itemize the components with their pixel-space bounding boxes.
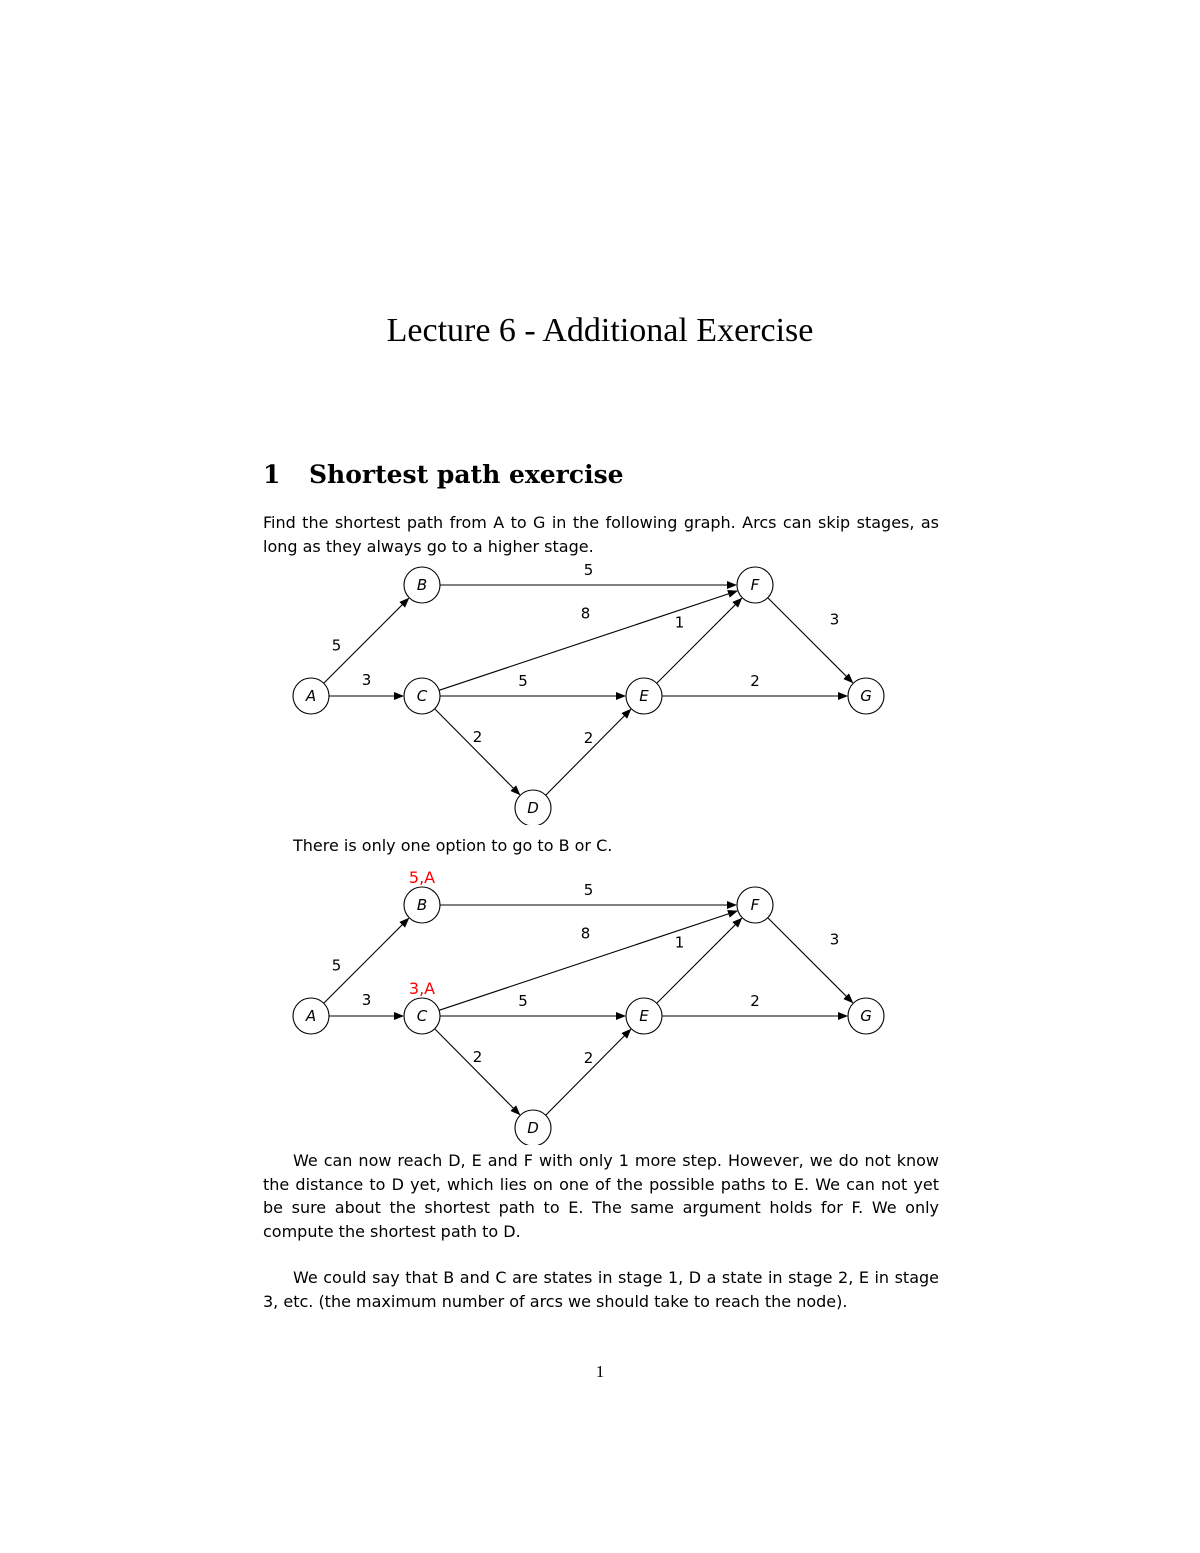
- edge-weight-c-e: 5: [518, 992, 528, 1010]
- paragraph-reach-def: We can now reach D, E and F with only 1 more step. However, we do not know the distance to D yet, which lies on one of the possible paths to E. We can not yet be sure about the shortest path to E. The same argument holds for F. We only compute the shortest path to D.: [263, 1151, 939, 1241]
- edge-weight-f-g: 3: [829, 930, 840, 949]
- edge-weight-b-f: 5: [583, 881, 594, 899]
- edge-weight-a-b: 5: [331, 636, 342, 655]
- paragraph-stages: We could say that B and C are states in stage 1, D a state in stage 2, E in stage 3, etc. (the maximum number of arcs we should take to reach the node).: [263, 1268, 939, 1311]
- node-d: [515, 790, 551, 825]
- node-label-e: E: [639, 687, 649, 705]
- edge-weight-a-b: 5: [331, 956, 342, 975]
- node-c: [404, 678, 440, 714]
- edge-weight-a-c: 3: [361, 991, 372, 1009]
- node-label-c: C: [416, 687, 428, 705]
- node-annotation-b: 5,A: [408, 868, 436, 887]
- edge-weight-c-d: 2: [472, 1048, 483, 1066]
- node-b: [404, 567, 440, 603]
- edge-f-g: [768, 598, 853, 683]
- paragraph-one-option: There is only one option to go to B or C.: [293, 836, 613, 855]
- page-number: 1: [595, 1362, 605, 1381]
- document-title: Lecture 6 - Additional Exercise: [386, 312, 814, 349]
- edge-c-d: [435, 709, 520, 795]
- section-title: Shortest path exercise: [309, 460, 624, 489]
- node-label-a: A: [305, 687, 317, 705]
- node-label-g: G: [860, 687, 872, 705]
- section-number: 1: [263, 460, 281, 489]
- edge-d-e: [546, 709, 631, 795]
- node-label-b: B: [416, 896, 428, 914]
- edge-weight-d-e: 2: [583, 1049, 594, 1067]
- node-c: [404, 998, 440, 1034]
- node-label-b: B: [416, 576, 428, 594]
- node-f: [737, 567, 773, 603]
- edge-weight-e-g: 2: [750, 672, 760, 690]
- edge-weight-c-f: 8: [580, 924, 591, 943]
- intro-paragraph: Find the shortest path from A to G in the following graph. Arcs can skip stages, as long as they always go to a higher stage.: [263, 513, 939, 556]
- node-d: [515, 1110, 551, 1145]
- graph-diagram-1: [280, 555, 900, 825]
- graph2-content: [293, 868, 884, 1145]
- edge-weight-b-f: 5: [583, 561, 594, 579]
- edge-weight-a-c: 3: [361, 671, 372, 689]
- node-label-e: E: [639, 1007, 649, 1025]
- edge-weight-e-g: 2: [750, 992, 760, 1010]
- node-annotation-c: 3,A: [408, 979, 436, 998]
- node-b: [404, 887, 440, 923]
- edge-weight-c-d: 2: [472, 728, 483, 746]
- node-a: [293, 998, 329, 1034]
- node-e: [626, 998, 662, 1034]
- edge-d-e: [546, 1029, 631, 1115]
- node-label-d: D: [527, 799, 539, 817]
- node-label-f: F: [750, 896, 760, 914]
- node-a: [293, 678, 329, 714]
- edge-weight-d-e: 2: [583, 729, 594, 747]
- node-f: [737, 887, 773, 923]
- node-e: [626, 678, 662, 714]
- edge-weight-e-f: 1: [674, 613, 685, 632]
- edge-weight-f-g: 3: [829, 610, 840, 629]
- graph-diagram-2: [280, 860, 900, 1137]
- edge-weight-c-f: 8: [580, 604, 591, 623]
- node-label-f: F: [750, 576, 760, 594]
- section-heading: [263, 460, 624, 489]
- edge-f-g: [768, 918, 853, 1003]
- node-label-c: C: [416, 1007, 428, 1025]
- edge-e-f: [657, 598, 742, 683]
- node-label-d: D: [527, 1119, 539, 1137]
- edge-c-d: [435, 1029, 520, 1115]
- node-label-g: G: [860, 1007, 872, 1025]
- edge-weight-c-e: 5: [518, 672, 528, 690]
- node-g: [848, 678, 884, 714]
- node-g: [848, 998, 884, 1034]
- edge-weight-e-f: 1: [674, 933, 685, 952]
- edge-e-f: [657, 918, 742, 1003]
- node-label-a: A: [305, 1007, 317, 1025]
